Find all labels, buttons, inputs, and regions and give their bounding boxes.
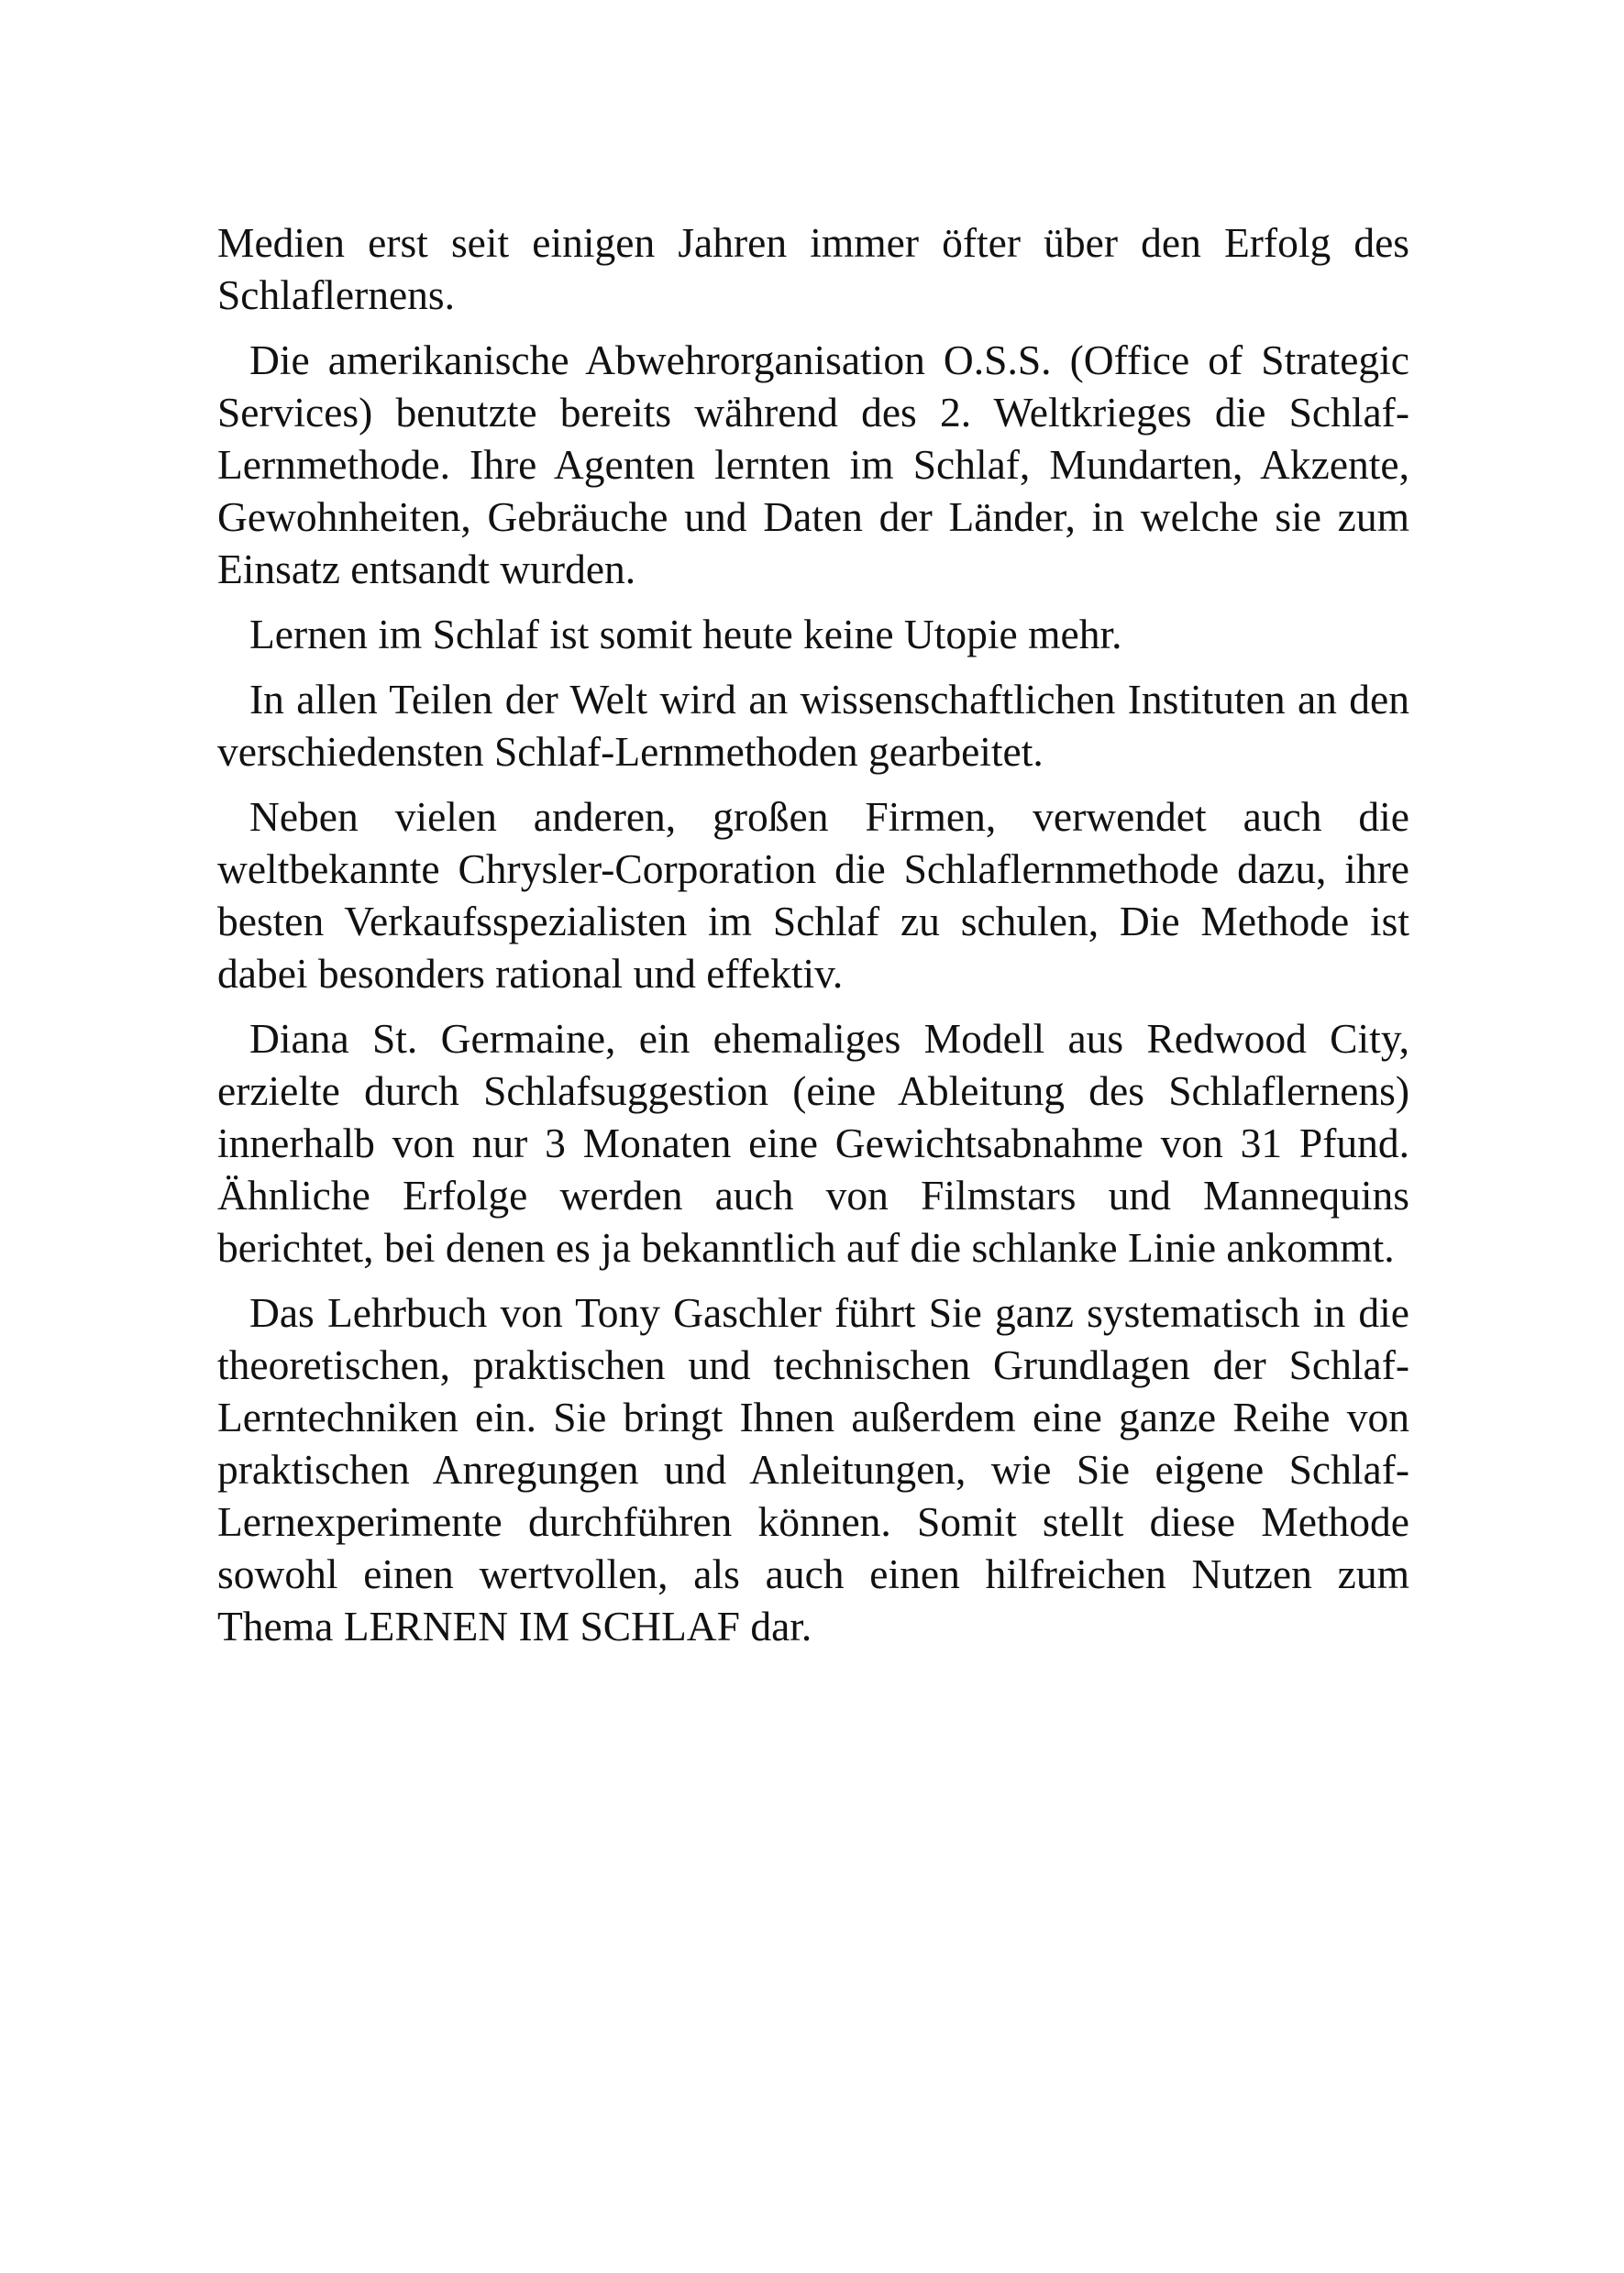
body-text (217, 216, 1409, 1665)
paragraph-institute: In allen Teilen der Welt wird an wissenschaftlichen Instituten an den verschiedensten Schlaf-Lernmethoden gearbeitet. (217, 676, 1409, 775)
paragraph-lehrbuch: Das Lehrbuch von Tony Gaschler führt Sie ganz systematisch in die theoretischen, praktischen und technischen Grundlagen der Schlaf-Lerntechniken ein. Sie bringt Ihnen außerdem eine ganze Reihe von praktischen Anregungen und Anleitungen, wie Sie eigene Schlaf-Lernexperimente durchführen können. Somit stellt diese Methode sowohl einen wertvollen, als auch einen hilfreichen Nutzen zum Thema LERNEN IM SCHLAF dar. (217, 1289, 1409, 1650)
paragraph-chrysler: Neben vielen anderen, großen Firmen, verwendet auch die weltbekannte Chrysler-Corporation die Schlaflernmethode dazu, ihre besten Verkaufsspezialisten im Schlaf zu schulen, Die Methode ist dabei besonders rational und effektiv. (217, 793, 1409, 997)
paragraph-oss: Die amerikanische Abwehrorganisation O.S.S. (Office of Strategic Services) benutzte bereits während des 2. Weltkrieges die Schlaf-Lernmethode. Ihre Agenten lernten im Schlaf, Mundarten, Akzente, Gewohnheiten, Gebräuche und Daten der Länder, in welche sie zum Einsatz entsandt wurden. (217, 337, 1409, 592)
paragraph-diana: Diana St. Germaine, ein ehemaliges Modell aus Redwood City, erzielte durch Schlafsuggestion (eine Ableitung des Schlaflernens) innerhalb von nur 3 Monaten eine Gewichtsabnahme von 31 Pfund. Ähnliche Erfolge werden auch von Filmstars und Mannequins berichtet, bei denen es ja bekanntlich auf die schlanke Linie ankommt. (217, 1015, 1409, 1271)
paragraph-continuation: Medien erst seit einigen Jahren immer öfter über den Erfolg des Schlaflernens. (217, 219, 1409, 318)
paragraph-utopie: Lernen im Schlaf ist somit heute keine Utopie mehr. (249, 611, 1122, 657)
